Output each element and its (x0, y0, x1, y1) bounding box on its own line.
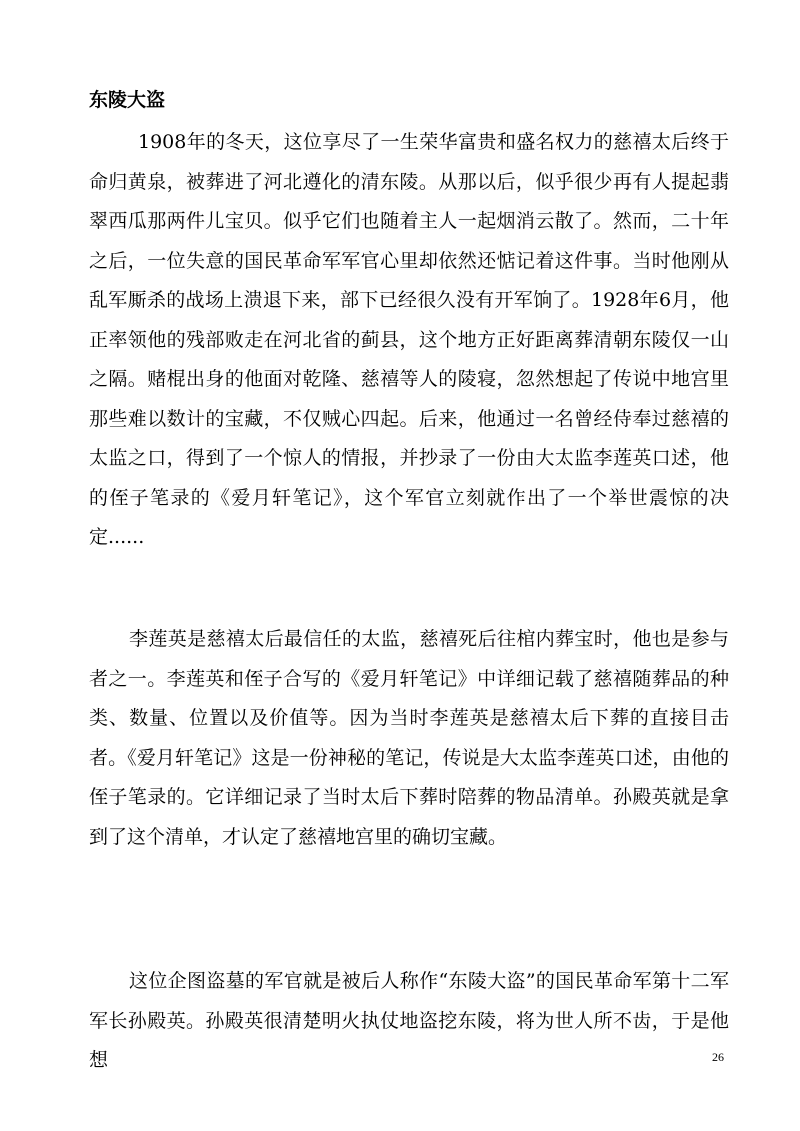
document-title: 东陵大盗 (89, 89, 166, 111)
paragraph-3: 这位企图盗墓的军官就是被后人称作“东陵大盗”的国民革命军第十二军军长孙殿英。孙殿英很清楚明火执仗地盗挖东陵，将为世人所不齿，于是他想 (89, 970, 729, 1071)
paragraph-2: 李莲英是慈禧太后最信任的太监，慈禧死后往棺内葬宝时，他也是参与者之一。李莲英和侄子合写的《爱月轩笔记》中详细记载了慈禧随葬品的种类、数量、位置以及价值等。因为当时李莲英是慈禧太后下葬的直接目击者。《爱月轩笔记》这是一份神秘的笔记，传说是大太监李莲英口述，由他的侄子笔录的。它详细记录了当时太后下葬时陪葬的物品清单。孙殿英就是拿到了这个清单，才认定了慈禧地宫里的确切宝藏。 (89, 628, 729, 848)
page-number: 26 (712, 1050, 724, 1064)
paragraph-1: 1908年的冬天，这位享尽了一生荣华富贵和盛名权力的慈禧太后终于命归黄泉，被葬进了河北遵化的清东陵。从那以后，似乎很少再有人提起翡翠西瓜那两件儿宝贝。似乎它们也随着主人一起烟消云散了。然而，二十年之后，一位失意的国民革命军军官心里却依然还惦记着这件事。当时他刚从乱军厮杀的战场上溃退下来，部下已经很久没有开军饷了。1928年6月，他正率领他的残部败走在河北省的蓟县，这个地方正好距离葬清朝东陵仅一山之隔。赌棍出身的他面对乾隆、慈禧等人的陵寝，忽然想起了传说中地宫里那些难以数计的宝藏，不仅贼心四起。后来，他通过一名曾经侍奉过慈禧的太监之口，得到了一个惊人的情报，并抄录了一份由大太监李莲英口述，他的侄子笔录的《爱月轩笔记》，这个军官立刻就作出了一个举世震惊的决定...... (89, 131, 729, 548)
